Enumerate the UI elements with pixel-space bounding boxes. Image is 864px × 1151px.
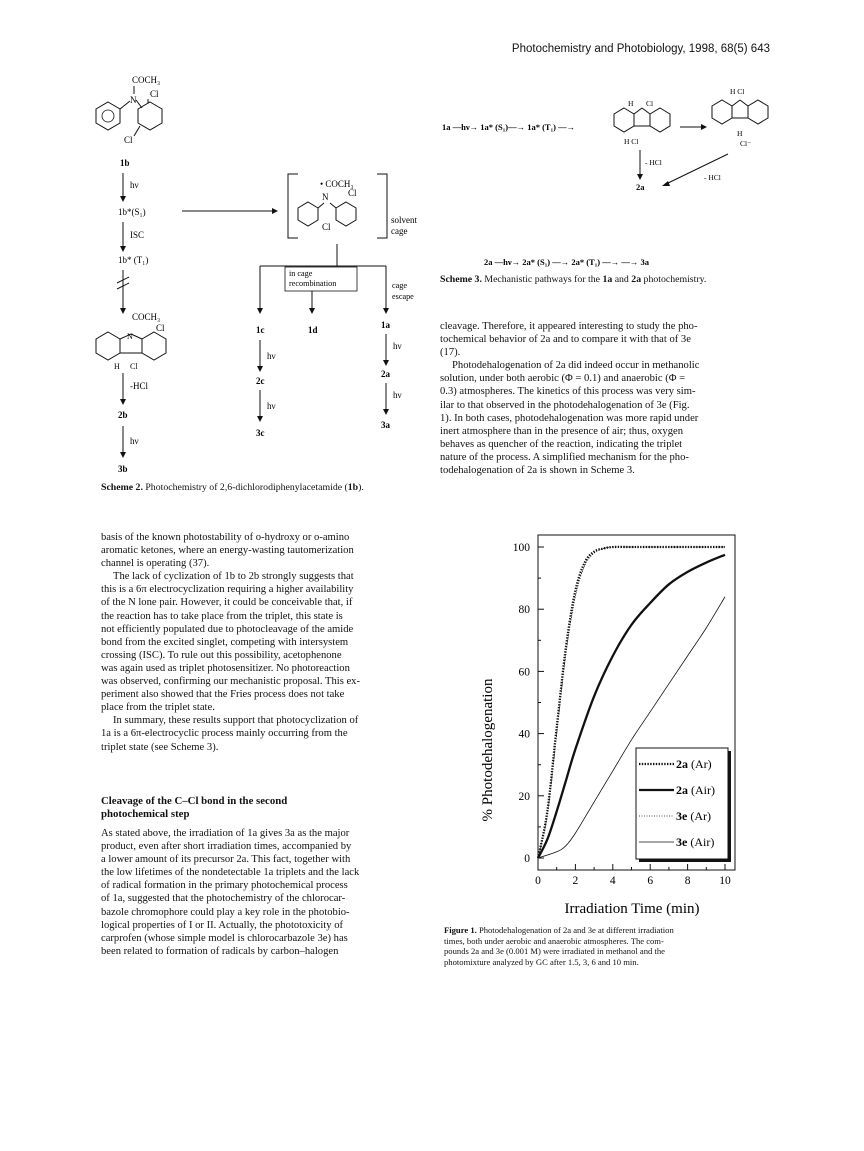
svg-text:cage: cage xyxy=(391,226,408,236)
svg-text:ISC: ISC xyxy=(130,230,145,240)
scheme-2-caption: Scheme 2. Photochemistry of 2,6-dichlorodiphenylacetamide (1b). xyxy=(101,482,364,493)
x-tick-label: 6 xyxy=(647,875,654,887)
svg-text:in cage: in cage xyxy=(289,269,313,278)
svg-text:cage: cage xyxy=(392,281,407,290)
svg-text:H Cl: H Cl xyxy=(730,87,745,96)
svg-text:• COCH₃: • COCH₃ xyxy=(320,179,354,189)
n-label: N xyxy=(130,95,137,105)
scheme-3-row-2: 2a —hν→ 2a* (S₁) —→ 2a* (T₁) —→ —→ 3a xyxy=(484,257,649,267)
legend-label: 2a (Air) xyxy=(676,783,715,797)
y-tick-label: 40 xyxy=(518,728,530,741)
svg-text:H Cl: H Cl xyxy=(624,137,639,146)
svg-text:- HCl: - HCl xyxy=(645,158,662,167)
svg-text:H: H xyxy=(737,129,743,138)
legend-label: 3e (Ar) xyxy=(676,809,711,823)
scheme-3-row-1: 1a —hν→ 1a* (S₁)—→ 1a* (T₁) —→ xyxy=(442,122,576,132)
svg-text:N: N xyxy=(322,192,329,202)
svg-text:H: H xyxy=(628,99,634,108)
s1-state: 1b*(S₁) xyxy=(118,207,146,217)
right-column-text: cleavage. Therefore, it appeared interesting to study the pho- tochemical behavior of 2a and to compare it with that of 3e (17). Photodehalogenation of 2a did indeed occur in methanolic solution, under both aerobic (Φ = 0.1) and anaerobic (Φ = 0.3) atmospheres. The kinetics of this process was very sim- ilar to that observed in the photodehalogenation of 3e (Fig. 1). In both cases, photodehalogenation was more rapid under inert atmosphere than in the presence of air; thus, oxygen behaves as quencher of the reaction, indicating the triplet nature of the process. A simplified mechanism for the pho- todehalogenation of 2a is shown in Scheme 3. xyxy=(440,321,700,477)
x-tick-label: 0 xyxy=(535,875,541,887)
svg-text:N: N xyxy=(127,332,133,341)
svg-text:Cl: Cl xyxy=(150,89,159,99)
compound-2c: 2c xyxy=(256,376,265,386)
svg-text:hν: hν xyxy=(267,351,276,361)
legend-label: 3e (Air) xyxy=(676,835,715,849)
svg-text:Cl: Cl xyxy=(322,222,331,232)
svg-text:Cl: Cl xyxy=(646,99,654,108)
svg-text:hν: hν xyxy=(130,180,139,190)
figure-1-caption: Figure 1. Photodehalogenation of 2a and 3e at different irradiation times, both under aerobic and anaerobic atmospheres. The com- pounds 2a and 3e (0.001 M) were irradiated in methanol and the photomixture analyzed by GC after 1.5, 3, 6 and 10 min. xyxy=(444,925,674,967)
x-tick-label: 2 xyxy=(572,875,579,887)
scheme-3-diagram xyxy=(440,80,770,270)
left-column-text: basis of the known photostability of o-hydroxy or o-amino aromatic ketones, where an energy-wasting tautomerization channel is operating (37). The lack of cyclization of 1b to 2b strongly suggests that this is a 6π electrocyclization requiring a higher availability of the N lone pair. However, it could be conceivable that, if the reaction has to take place from the triplet, this state is not efficiently populated due to photocleavage of the amide bond from the excited singlet, competing with intersystem crossing (ISC). To rule out this possibility, acetophenone was again used as triplet photosensitizer. No photoreaction was observed, confirming our mechanistic proposal. This ex- periment also showed that the Fries process does not take place from the triplet state. In summary, these results support that photocyclization of 1a is a 6π-electrocyclic process mainly occurring from the triplet state (see Scheme 3). xyxy=(101,532,360,753)
x-tick-label: 10 xyxy=(719,875,731,887)
compound-1b: 1b xyxy=(120,158,130,168)
compound-3b: 3b xyxy=(118,464,128,474)
svg-text:H: H xyxy=(114,362,120,371)
y-tick-label: 0 xyxy=(524,853,530,865)
y-tick-label: 60 xyxy=(518,666,530,679)
svg-text:Cl: Cl xyxy=(124,135,133,145)
compound-3c: 3c xyxy=(256,428,265,438)
left-column-text-2: As stated above, the irradiation of 1a gives 3a as the major product, even after short irradiation times, accompanied by a lower amount of its precursor 2a. This fact, together with the low lifetimes of the nondetectable 1a triplets and the lack of radical formation in the primary photochemical process of 1a, suggested that the photochemistry of the chlorocar- bazole chromophore could play a key role in the photobio- logical properties of I or II. Actually, the phototoxicity of carprofen (whose simple model is chlorocarbazole 3e) has been related to formation of radicals by carbon–halogen xyxy=(101,828,360,957)
scheme-3-caption: Scheme 3. Mechanistic pathways for the 1a and 2a photochemistry. xyxy=(440,274,707,285)
scheme-2-diagram xyxy=(90,70,440,480)
svg-text:COCH₃: COCH₃ xyxy=(132,312,161,322)
y-tick-label: 100 xyxy=(512,542,530,554)
compound-1c: 1c xyxy=(256,325,265,335)
svg-text:Cl⁻: Cl⁻ xyxy=(740,139,752,148)
x-tick-label: 4 xyxy=(609,875,616,887)
running-head: Photochemistry and Photobiology, 1998, 68(5) 643 xyxy=(511,43,770,55)
svg-text:Cl: Cl xyxy=(130,362,138,371)
y-axis-label: % Photodehalogenation xyxy=(480,678,496,822)
svg-text:hν: hν xyxy=(393,390,402,400)
x-axis-label: Irradiation Time (min) xyxy=(564,901,700,917)
svg-text:solvent: solvent xyxy=(391,215,417,225)
svg-text:escape: escape xyxy=(392,292,414,301)
compound-1d: 1d xyxy=(308,325,318,335)
svg-text:-HCl: -HCl xyxy=(130,381,148,391)
dichlorophenyl-ring xyxy=(138,102,162,130)
svg-text:hν: hν xyxy=(393,341,402,351)
svg-text:Cl: Cl xyxy=(348,188,357,198)
compound-2a: 2a xyxy=(381,369,390,379)
coch3-label: COCH₃ xyxy=(132,75,161,85)
svg-text:- HCl: - HCl xyxy=(704,173,721,182)
y-tick-label: 20 xyxy=(518,790,530,803)
svg-text:recombination: recombination xyxy=(289,279,337,288)
t1-state: 1b* (T₁) xyxy=(118,255,149,265)
compound-1a: 1a xyxy=(381,320,390,330)
compound-2b: 2b xyxy=(118,410,128,420)
x-tick-label: 8 xyxy=(684,875,691,887)
svg-text:Cl: Cl xyxy=(156,323,165,333)
y-tick-label: 80 xyxy=(518,604,530,617)
phenyl-ring xyxy=(96,102,120,130)
svg-text:hν: hν xyxy=(130,436,139,446)
figure-1-chart xyxy=(440,525,770,925)
legend-label: 2a (Ar) xyxy=(676,757,712,771)
svg-text:hν: hν xyxy=(267,401,276,411)
section-heading: Cleavage of the C–Cl bond in the second photochemical step xyxy=(101,795,288,820)
compound-3a: 3a xyxy=(381,420,390,430)
svg-text:2a: 2a xyxy=(636,182,645,192)
